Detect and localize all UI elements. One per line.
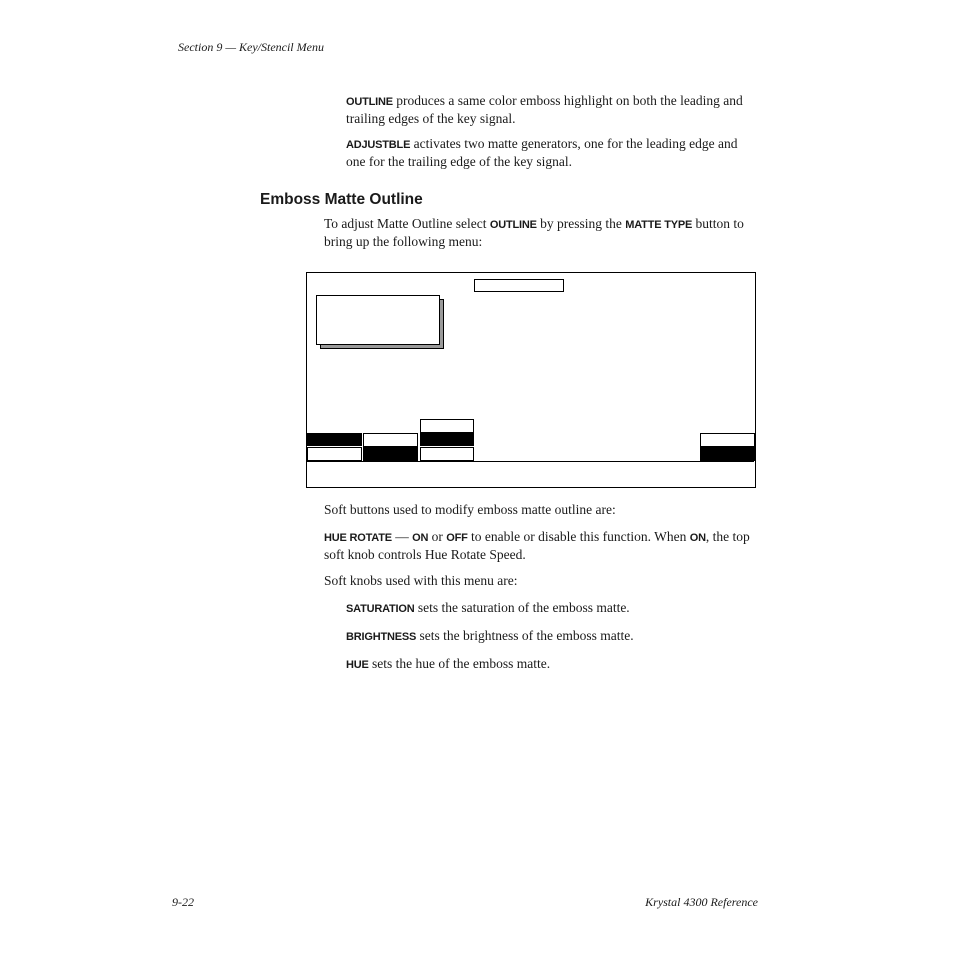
- soft-button-1-bottom[interactable]: [307, 447, 362, 461]
- soft-button-2-top[interactable]: [363, 433, 418, 447]
- running-header: Section 9 — Key/Stencil Menu: [178, 40, 324, 54]
- soft-button-1-top[interactable]: [307, 433, 362, 446]
- hue-rotate-text-3: to enable or disable this function. When: [467, 529, 690, 544]
- soft-button-3-middle[interactable]: [420, 433, 474, 446]
- soft-button-3-upper[interactable]: [420, 419, 474, 433]
- instruction-text-1: To adjust Matte Outline select: [324, 216, 490, 231]
- adjustble-text: activates two matte generators, one for the leading edge and one for the trailing edge of the key signal.: [346, 136, 738, 169]
- soft-button-3-bottom[interactable]: [420, 447, 474, 461]
- soft-button-4-bottom[interactable]: [700, 447, 755, 461]
- menu-panel: [316, 295, 440, 345]
- matte-type-keyword: MATTE TYPE: [625, 219, 693, 231]
- soft-button-2-bottom[interactable]: [363, 447, 418, 461]
- instruction-paragraph: [324, 216, 760, 250]
- hue-rotate-description: [324, 529, 760, 563]
- outline-description: [346, 93, 758, 127]
- hue-rotate-text-2: or: [428, 529, 447, 544]
- menu-title-box: [474, 279, 564, 292]
- hue-keyword: HUE: [346, 659, 369, 671]
- knob-saturation: [346, 600, 760, 618]
- soft-knobs-intro: Soft knobs used with this menu are:: [324, 573, 518, 588]
- on-keyword: ON: [412, 532, 429, 544]
- brightness-keyword: BRIGHTNESS: [346, 631, 417, 643]
- adjustble-keyword: ADJUSTBLE: [346, 139, 411, 151]
- document-title: Krystal 4300 Reference: [645, 895, 758, 909]
- instruction-text-2: by pressing the: [536, 216, 626, 231]
- soft-buttons-intro: Soft buttons used to modify emboss matte outline are:: [324, 502, 616, 517]
- outline-keyword-2: OUTLINE: [489, 219, 537, 231]
- brightness-text: sets the brightness of the emboss matte.: [416, 628, 634, 643]
- saturation-text: sets the saturation of the emboss matte.: [414, 600, 630, 615]
- knob-hue: [346, 656, 760, 674]
- hue-rotate-text-1: —: [391, 529, 413, 544]
- hue-rotate-text-4: , the top soft knob controls Hue Rotate Speed.: [324, 529, 750, 562]
- outline-keyword: OUTLINE: [346, 96, 393, 108]
- soft-button-divider: [307, 461, 754, 462]
- hue-rotate-keyword: HUE ROTATE: [324, 532, 392, 544]
- adjustble-description: [346, 136, 760, 170]
- knob-brightness: [346, 628, 760, 646]
- off-keyword: OFF: [446, 532, 468, 544]
- soft-button-4-top[interactable]: [700, 433, 755, 447]
- hue-text: sets the hue of the emboss matte.: [368, 656, 551, 671]
- outline-text: produces a same color emboss highlight on both the leading and trailing edges of the key signal.: [346, 93, 743, 126]
- page-number: 9-22: [172, 895, 194, 909]
- on-keyword-2: ON: [689, 532, 706, 544]
- section-heading: Emboss Matte Outline: [260, 191, 423, 208]
- instruction-text-3: button to bring up the following menu:: [324, 216, 744, 249]
- saturation-keyword: SATURATION: [346, 603, 415, 615]
- menu-figure: [306, 272, 756, 488]
